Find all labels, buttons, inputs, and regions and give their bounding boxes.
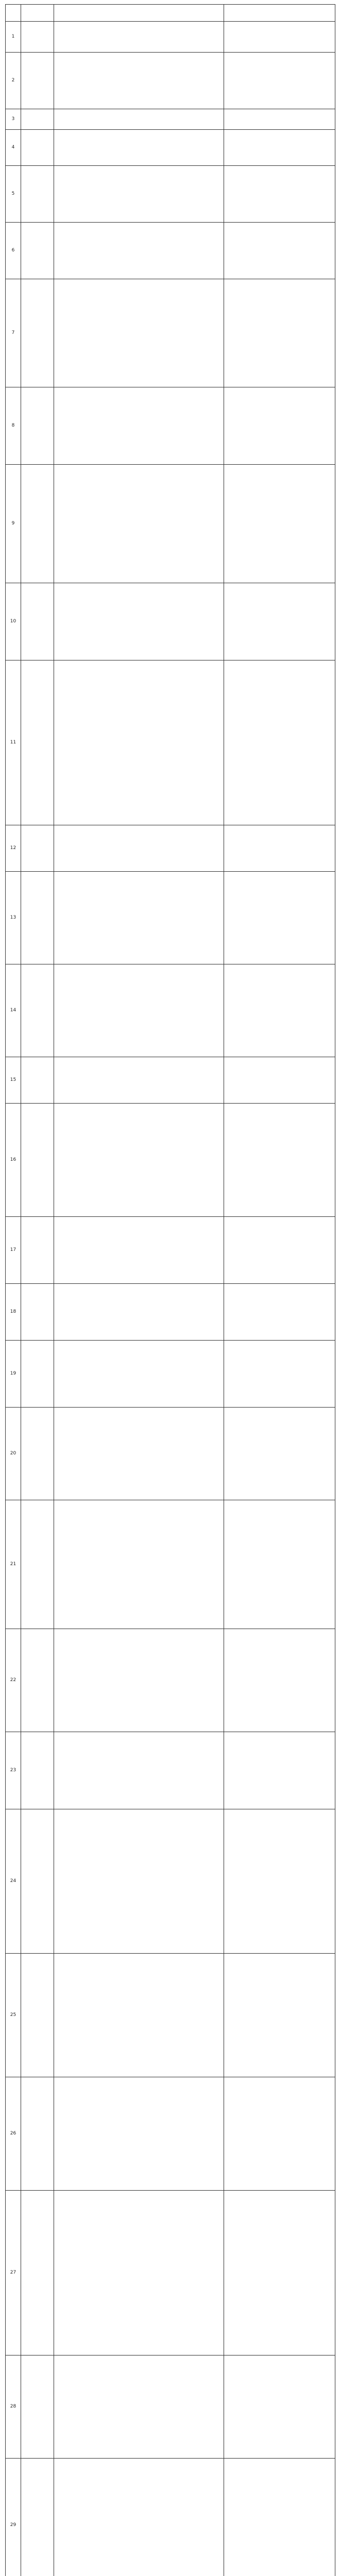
table-row	[6, 872, 335, 964]
row-category	[21, 1341, 54, 1408]
table-row	[6, 166, 335, 223]
row-response	[224, 223, 335, 279]
row-number: 2	[6, 53, 21, 109]
row-response	[224, 22, 335, 53]
row-number: 20	[6, 1408, 21, 1500]
spec-table	[5, 4, 335, 2576]
row-requirement	[54, 2077, 224, 2191]
row-requirement	[54, 1954, 224, 2077]
row-number: 4	[6, 130, 21, 166]
row-number: 9	[6, 465, 21, 583]
table-row	[6, 1341, 335, 1408]
table-row	[6, 1500, 335, 1629]
table-row	[6, 583, 335, 660]
row-requirement	[54, 53, 224, 109]
row-response	[224, 1341, 335, 1408]
table-row	[6, 109, 335, 130]
row-response	[224, 1629, 335, 1732]
table-row	[6, 825, 335, 872]
header-response	[224, 5, 335, 22]
row-category	[21, 2355, 54, 2459]
row-number: 7	[6, 279, 21, 387]
row-requirement	[54, 1629, 224, 1732]
row-number: 12	[6, 825, 21, 872]
row-response	[224, 53, 335, 109]
row-number: 3	[6, 109, 21, 130]
table-row	[6, 2077, 335, 2191]
row-response	[224, 872, 335, 964]
row-category	[21, 109, 54, 130]
row-requirement	[54, 872, 224, 964]
table-header-row	[6, 5, 335, 22]
row-requirement	[54, 166, 224, 223]
row-requirement	[54, 223, 224, 279]
row-requirement	[54, 465, 224, 583]
row-number: 19	[6, 1341, 21, 1408]
row-category	[21, 1284, 54, 1341]
row-response	[224, 1217, 335, 1284]
table-row	[6, 1954, 335, 2077]
row-response	[224, 1732, 335, 1809]
row-category	[21, 1809, 54, 1954]
table-row	[6, 1104, 335, 1217]
row-category	[21, 1732, 54, 1809]
row-number: 22	[6, 1629, 21, 1732]
row-requirement	[54, 2355, 224, 2459]
row-requirement	[54, 583, 224, 660]
row-number: 15	[6, 1057, 21, 1104]
row-category	[21, 1500, 54, 1629]
row-response	[224, 964, 335, 1057]
table-row	[6, 22, 335, 53]
row-requirement	[54, 1500, 224, 1629]
table-row	[6, 1217, 335, 1284]
row-number: 10	[6, 583, 21, 660]
table-row	[6, 1408, 335, 1500]
row-number: 1	[6, 22, 21, 53]
table-row	[6, 2459, 335, 2576]
row-response	[224, 1408, 335, 1500]
row-category	[21, 53, 54, 109]
row-requirement	[54, 2459, 224, 2576]
row-requirement	[54, 1732, 224, 1809]
row-category	[21, 1408, 54, 1500]
table-row	[6, 1057, 335, 1104]
table-row	[6, 1629, 335, 1732]
table-row	[6, 130, 335, 166]
row-response	[224, 2077, 335, 2191]
row-category	[21, 130, 54, 166]
row-requirement	[54, 1057, 224, 1104]
row-number: 18	[6, 1284, 21, 1341]
header-requirement	[54, 5, 224, 22]
row-number: 17	[6, 1217, 21, 1284]
row-number: 27	[6, 2191, 21, 2355]
row-category	[21, 223, 54, 279]
row-response	[224, 2459, 335, 2576]
header-number	[6, 5, 21, 22]
row-response	[224, 387, 335, 465]
row-category	[21, 1217, 54, 1284]
row-category	[21, 1057, 54, 1104]
row-response	[224, 109, 335, 130]
row-number: 8	[6, 387, 21, 465]
row-category	[21, 2191, 54, 2355]
row-number: 24	[6, 1809, 21, 1954]
table-row	[6, 387, 335, 465]
row-category	[21, 1104, 54, 1217]
row-requirement	[54, 964, 224, 1057]
row-requirement	[54, 1284, 224, 1341]
table-row	[6, 1732, 335, 1809]
row-requirement	[54, 1341, 224, 1408]
row-response	[224, 1809, 335, 1954]
row-response	[224, 2355, 335, 2459]
row-category	[21, 825, 54, 872]
row-category	[21, 465, 54, 583]
row-requirement	[54, 279, 224, 387]
row-requirement	[54, 660, 224, 825]
table-row	[6, 53, 335, 109]
row-response	[224, 1104, 335, 1217]
row-response	[224, 1954, 335, 2077]
row-category	[21, 964, 54, 1057]
row-requirement	[54, 130, 224, 166]
row-number: 29	[6, 2459, 21, 2576]
row-requirement	[54, 387, 224, 465]
row-category	[21, 1954, 54, 2077]
row-response	[224, 130, 335, 166]
row-category	[21, 2077, 54, 2191]
row-number: 26	[6, 2077, 21, 2191]
row-number: 25	[6, 1954, 21, 2077]
row-response	[224, 825, 335, 872]
table-row	[6, 2191, 335, 2355]
row-category	[21, 166, 54, 223]
row-response	[224, 279, 335, 387]
header-category	[21, 5, 54, 22]
row-response	[224, 465, 335, 583]
table-row	[6, 1284, 335, 1341]
row-category	[21, 2459, 54, 2576]
table-row	[6, 223, 335, 279]
row-category	[21, 387, 54, 465]
row-requirement	[54, 2191, 224, 2355]
row-response	[224, 1500, 335, 1629]
table-row	[6, 279, 335, 387]
table-row	[6, 2355, 335, 2459]
row-number: 28	[6, 2355, 21, 2459]
row-response	[224, 1057, 335, 1104]
row-category	[21, 279, 54, 387]
row-number: 16	[6, 1104, 21, 1217]
row-response	[224, 166, 335, 223]
row-requirement	[54, 1809, 224, 1954]
row-response	[224, 583, 335, 660]
row-category	[21, 1629, 54, 1732]
row-number: 14	[6, 964, 21, 1057]
row-response	[224, 1284, 335, 1341]
row-requirement	[54, 109, 224, 130]
row-response	[224, 2191, 335, 2355]
row-number: 13	[6, 872, 21, 964]
row-number: 11	[6, 660, 21, 825]
row-category	[21, 660, 54, 825]
row-requirement	[54, 1217, 224, 1284]
table-row	[6, 1809, 335, 1954]
row-category	[21, 872, 54, 964]
row-requirement	[54, 1408, 224, 1500]
row-requirement	[54, 1104, 224, 1217]
table-row	[6, 964, 335, 1057]
row-requirement	[54, 825, 224, 872]
row-category	[21, 583, 54, 660]
table-row	[6, 660, 335, 825]
row-response	[224, 660, 335, 825]
table-row	[6, 465, 335, 583]
row-number: 6	[6, 223, 21, 279]
row-number: 23	[6, 1732, 21, 1809]
row-number: 5	[6, 166, 21, 223]
row-requirement	[54, 22, 224, 53]
row-category	[21, 22, 54, 53]
row-number: 21	[6, 1500, 21, 1629]
